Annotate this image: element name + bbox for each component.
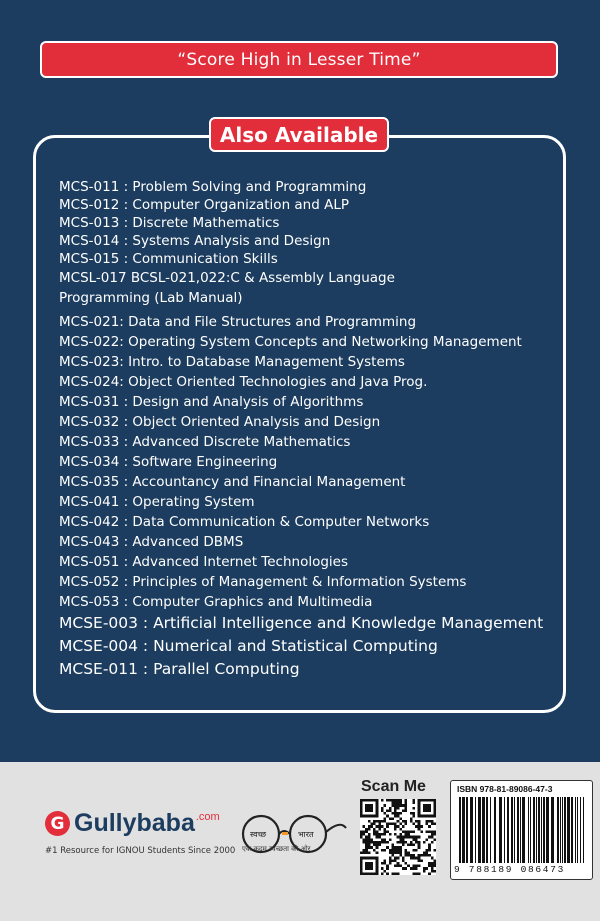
- course-item: MCSE-003 : Artificial Intelligence and Knowledge Management: [59, 614, 544, 632]
- course-item: MCS-022: Operating System Concepts and Networking Management: [59, 334, 522, 350]
- barcode-icon: [457, 797, 588, 863]
- qr-code-icon[interactable]: [360, 799, 436, 875]
- course-item: MCS-023: Intro. to Database Management Systems: [59, 354, 405, 370]
- course-list: [59, 178, 559, 681]
- course-item: MCS-014 : Systems Analysis and Design: [59, 233, 331, 249]
- logo-name: Gullybaba: [74, 809, 195, 837]
- course-item: MCS-031 : Design and Analysis of Algorithms: [59, 394, 364, 410]
- course-item: MCS-053 : Computer Graphics and Multimedia: [59, 594, 373, 610]
- logo-tagline: #1 Resource for IGNOU Students Since 2000: [45, 846, 236, 856]
- course-item: MCS-035 : Accountancy and Financial Management: [59, 474, 406, 490]
- isbn-digits: 9 788189 086473: [454, 864, 566, 875]
- course-item: Programming (Lab Manual): [59, 290, 243, 306]
- logo-g-icon: G: [45, 811, 70, 836]
- scan-me-label: Scan Me: [361, 778, 426, 795]
- course-item: MCSE-004 : Numerical and Statistical Computing: [59, 637, 438, 655]
- course-item: MCSL-017 BCSL-021,022:C & Assembly Language: [59, 270, 395, 286]
- heading-text: Also Available: [219, 122, 379, 147]
- gullybaba-logo: [45, 809, 235, 856]
- course-item: MCS-013 : Discrete Mathematics: [59, 215, 280, 231]
- course-item: MCS-042 : Data Communication & Computer Networks: [59, 514, 430, 530]
- tagline-banner: [40, 41, 558, 78]
- logo-suffix: .com: [195, 811, 220, 823]
- course-item: MCS-021: Data and File Structures and Programming: [59, 314, 417, 330]
- banner-text: “Score High in Lesser Time”: [177, 49, 421, 70]
- swachh-right-text: भारत: [298, 830, 314, 839]
- course-item: MCS-011 : Problem Solving and Programming: [59, 179, 367, 195]
- isbn-barcode: [450, 780, 593, 880]
- footer: [0, 762, 600, 921]
- course-item: MCS-043 : Advanced DBMS: [59, 534, 244, 550]
- course-item: MCS-012 : Computer Organization and ALP: [59, 197, 349, 213]
- course-item: MCS-034 : Software Engineering: [59, 454, 278, 470]
- course-item: MCS-051 : Advanced Internet Technologies: [59, 554, 349, 570]
- also-available-heading: [209, 117, 389, 152]
- isbn-label: ISBN 978-81-89086-47-3: [457, 784, 553, 794]
- swachh-bharat-glasses-icon: [232, 806, 348, 866]
- swachh-left-text: स्वच्छ: [250, 830, 267, 839]
- course-item: MCS-033 : Advanced Discrete Mathematics: [59, 434, 351, 450]
- course-item: MCS-015 : Communication Skills: [59, 251, 278, 267]
- swachh-slogan: एक कदम स्वच्छता की ओर: [242, 845, 311, 853]
- course-item: MCS-024: Object Oriented Technologies and Java Prog.: [59, 374, 428, 390]
- course-item: MCS-032 : Object Oriented Analysis and Design: [59, 414, 381, 430]
- course-item: MCS-041 : Operating System: [59, 494, 255, 510]
- course-item: MCSE-011 : Parallel Computing: [59, 660, 300, 678]
- course-item: MCS-052 : Principles of Management & Information Systems: [59, 574, 467, 590]
